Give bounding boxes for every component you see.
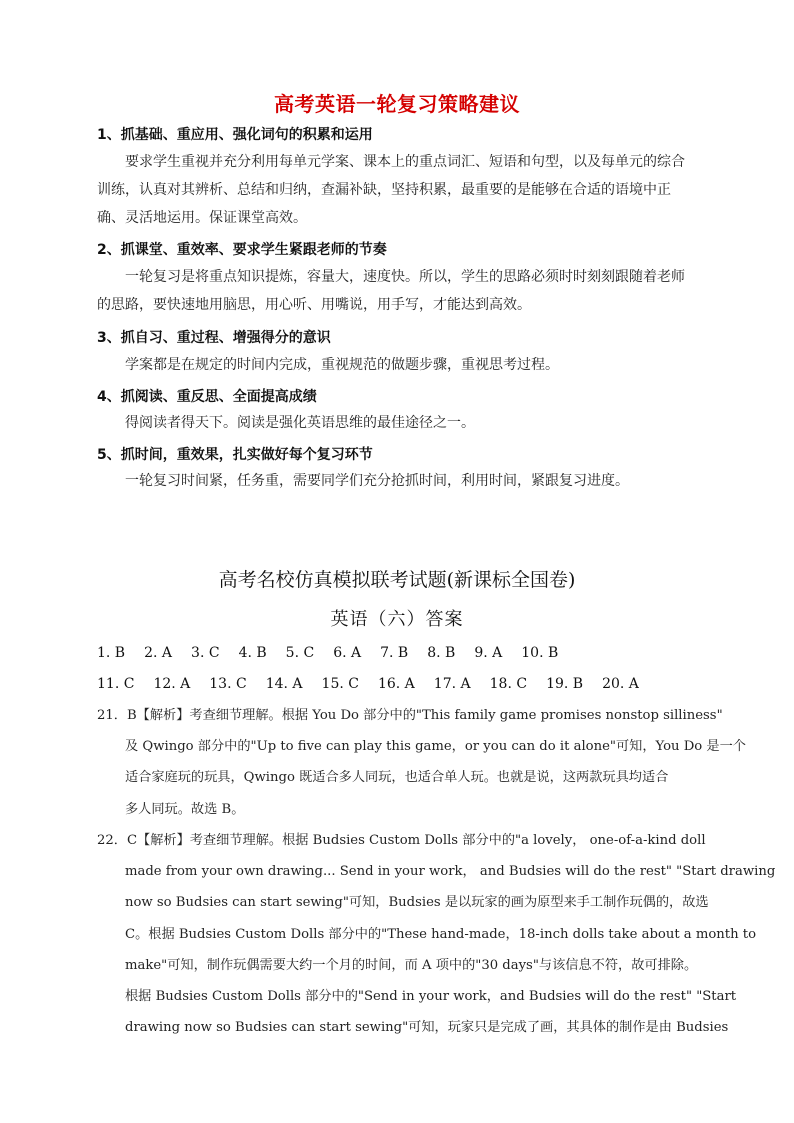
answer-item: 8. B xyxy=(427,645,456,661)
section-body: 要求学生重视并充分利用每单元学案、课本上的重点词汇、短语和句型，以及每单元的综合训练，认真对其辨析、总结和归纳，查漏补缺，坚持积累，最重要的是能够在合适的语境中正确、灵活地运用。保证课堂高效。 xyxy=(97,154,685,226)
explanation-line: 21．B【解析】考查细节理解。根据 You Do 部分中的"This family game promises nonstop silliness" xyxy=(97,708,723,723)
answer-row-2 xyxy=(97,676,717,692)
answer-item: 1. B xyxy=(97,645,126,661)
answer-item: 5. C xyxy=(285,645,315,661)
explanation-line: made from your own drawing... Send in your work， and Budsies will do the rest" "Start drawing xyxy=(125,864,776,880)
answer-item: 14. A xyxy=(265,676,303,692)
answer-item: 19. B xyxy=(546,676,584,692)
answer-item: 17. A xyxy=(433,676,471,692)
answer-item: 13. C xyxy=(209,676,247,692)
section-heading: 3、抓自习、重过程、增强得分的意识 xyxy=(97,330,331,346)
question-22-explanation xyxy=(97,825,776,1043)
section-heading: 2、抓课堂、重效率、要求学生紧跟老师的节奏 xyxy=(97,242,387,258)
answer-item: 11. C xyxy=(97,676,135,692)
answer-item: 2. A xyxy=(144,645,173,661)
strategy-title: 高考英语一轮复习策略建议 xyxy=(274,92,520,116)
answer-item: 10. B xyxy=(521,645,559,661)
exam-subtitle: 英语（六）答案 xyxy=(330,609,464,630)
explanation-line: 及 Qwingo 部分中的"Up to five can play this game，or you can do it alone"可知，You Do 是一个 xyxy=(125,739,746,755)
answer-item: 15. C xyxy=(321,676,359,692)
answer-row-1 xyxy=(97,645,717,661)
explanation-line: drawing now so Budsies can start sewing"可知，玩家只是完成了画，其具体的制作是由 Budsies xyxy=(125,1020,729,1036)
answer-item: 7. B xyxy=(380,645,409,661)
section-body: 一轮复习时间紧，任务重，需要同学们充分抢抓时间，利用时间，紧跟复习进度。 xyxy=(125,473,629,489)
explanation-line: make"可知，制作玩偶需要大约一个月的时间，而 A 项中的"30 days"与该信息不符，故可排除。 xyxy=(125,957,698,973)
answer-item: 20. A xyxy=(602,676,639,692)
explanation-line: 适合家庭玩的玩具，Qwingo 既适合多人同玩，也适合单人玩。也就是说，这两款玩具均适合 xyxy=(125,770,669,786)
section-heading: 5、抓时间，重效果，扎实做好每个复习环节 xyxy=(97,447,373,463)
exam-title: 高考名校仿真模拟联考试题(新课标全国卷) xyxy=(218,569,576,591)
section-body: 一轮复习是将重点知识提炼，容量大，速度快。所以，学生的思路必须时时刻刻跟随着老师的思路，要快速地用脑思，用心听、用嘴说，用手写，才能达到高效。 xyxy=(97,269,685,313)
section-heading: 4、抓阅读、重反思、全面提高成绩 xyxy=(97,389,317,405)
answer-item: 9. A xyxy=(474,645,503,661)
section-heading: 1、抓基础、重应用、强化词句的积累和运用 xyxy=(97,127,373,143)
answer-item: 12. A xyxy=(153,676,191,692)
section-body: 得阅读者得天下。阅读是强化英语思维的最佳途径之一。 xyxy=(125,415,475,431)
explanation-line: 22．C【解析】考查细节理解。根据 Budsies Custom Dolls 部分中的"a lovely， one-of-a-kind doll xyxy=(97,833,706,848)
question-21-explanation xyxy=(97,700,746,825)
explanation-line: 根据 Budsies Custom Dolls 部分中的"Send in your work，and Budsies will do the rest" "Start xyxy=(125,989,737,1005)
explanation-line: now so Budsies can start sewing"可知，Budsies 是以玩家的画为原型来手工制作玩偶的，故选 xyxy=(125,895,709,911)
answer-item: 6. A xyxy=(333,645,362,661)
answer-item: 4. B xyxy=(238,645,267,661)
explanation-line: 多人同玩。故选 B。 xyxy=(125,801,245,817)
explanation-line: C。根据 Budsies Custom Dolls 部分中的"These hand-made，18-inch dolls take about a month to xyxy=(125,926,757,942)
section-body: 学案都是在规定的时间内完成，重视规范的做题步骤，重视思考过程。 xyxy=(125,357,559,373)
answer-item: 3. C xyxy=(191,645,220,661)
answer-item: 16. A xyxy=(377,676,415,692)
answer-item: 18. C xyxy=(489,676,528,692)
